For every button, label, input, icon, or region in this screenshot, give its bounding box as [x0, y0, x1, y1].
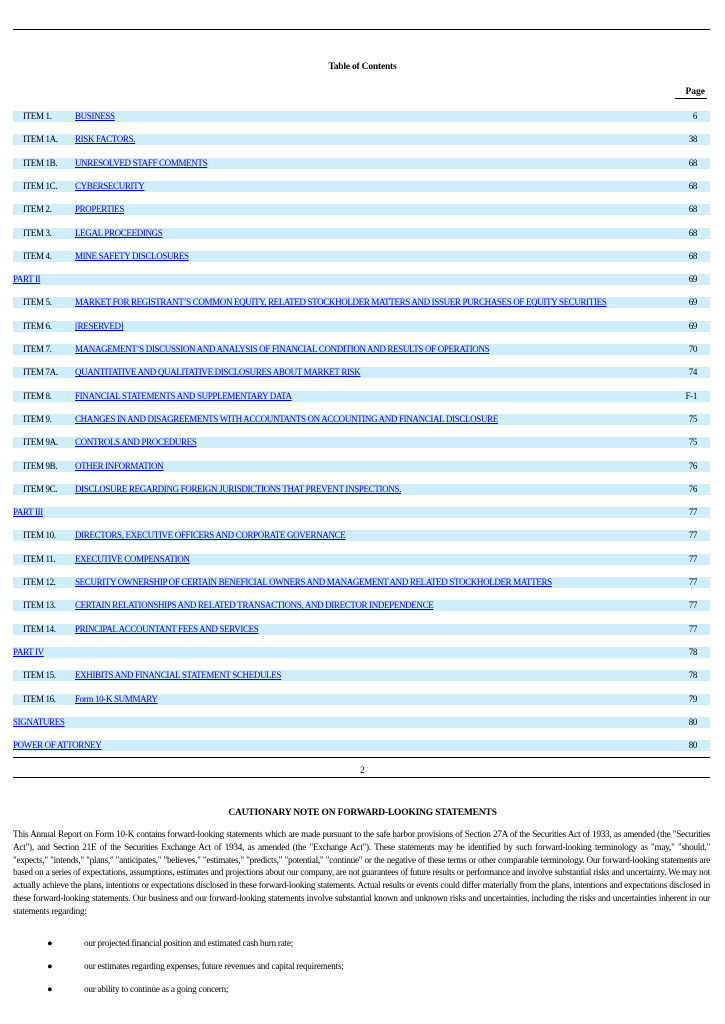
toc-item-number: ITEM 1B.	[23, 158, 58, 168]
toc-item-link[interactable]: MANAGEMENT’S DISCUSSION AND ANALYSIS OF FINANCIAL CONDITION AND RESULTS OF OPERATIONS	[75, 344, 490, 354]
toc-row	[13, 461, 710, 472]
toc-row	[13, 228, 710, 239]
toc-item-link[interactable]: DIRECTORS, EXECUTIVE OFFICERS AND CORPORATE GOVERNANCE	[75, 530, 346, 540]
toc-page-number: 69	[688, 321, 697, 331]
toc-part-row	[13, 647, 710, 658]
toc-item-link[interactable]: SECURITY OWNERSHIP OF CERTAIN BENEFICIAL OWNERS AND MANAGEMENT AND RELATED STOCKHOLDER MATTERS	[75, 577, 552, 587]
toc-row	[13, 158, 710, 169]
toc-page-number: 68	[688, 158, 697, 168]
toc-row	[13, 204, 710, 215]
toc-item-link[interactable]: EXECUTIVE COMPENSATION	[75, 554, 190, 564]
toc-item-link[interactable]: CERTAIN RELATIONSHIPS AND RELATED TRANSACTIONS, AND DIRECTOR INDEPENDENCE	[75, 600, 434, 610]
toc-part-row	[13, 740, 710, 751]
toc-part-link[interactable]: PART II	[13, 274, 41, 284]
toc-item-link[interactable]: LEGAL PROCEEDINGS	[75, 228, 163, 238]
toc-item-number: ITEM 16.	[23, 694, 56, 704]
toc-item-number: ITEM 9C.	[23, 484, 58, 494]
toc-row	[13, 321, 710, 332]
toc-row	[13, 484, 710, 495]
toc-item-number: ITEM 11.	[23, 554, 56, 564]
toc-item-link[interactable]: CHANGES IN AND DISAGREEMENTS WITH ACCOUNTANTS ON ACCOUNTING AND FINANCIAL DISCLOSURE	[75, 414, 498, 424]
toc-item-link[interactable]: OTHER INFORMATION	[75, 461, 164, 471]
toc-page-number: 74	[688, 367, 697, 377]
toc-row	[13, 670, 710, 681]
toc-page-number: 78	[688, 647, 697, 657]
toc-item-number: ITEM 7A.	[23, 367, 58, 377]
toc-page-number: 76	[688, 461, 697, 471]
toc-item-link[interactable]: EXHIBITS AND FINANCIAL STATEMENT SCHEDULES	[75, 670, 282, 680]
page-column-header: Page	[675, 87, 707, 99]
bullet-icon: ●	[47, 961, 53, 971]
toc-item-number: ITEM 5.	[23, 297, 52, 307]
bullet-icon: ●	[47, 984, 53, 994]
toc-item-number: ITEM 6.	[23, 321, 52, 331]
toc-page-number: 69	[688, 274, 697, 284]
toc-row	[13, 414, 710, 425]
toc-item-link[interactable]: FINANCIAL STATEMENTS AND SUPPLEMENTARY DATA	[75, 391, 292, 401]
toc-page-number: 77	[688, 507, 697, 517]
toc-part-row	[13, 717, 710, 728]
toc-page-number: 68	[688, 228, 697, 238]
toc-item-number: ITEM 14.	[23, 624, 56, 634]
toc-part-link[interactable]: PART IV	[13, 647, 44, 657]
toc-part-row	[13, 274, 710, 285]
toc-row	[13, 251, 710, 262]
toc-item-number: ITEM 1A.	[23, 134, 58, 144]
toc-page-number: 80	[688, 717, 697, 727]
page-break-rule	[13, 777, 710, 778]
toc-item-link[interactable]: BUSINESS	[75, 111, 115, 121]
toc-row	[13, 111, 710, 122]
toc-page-number: 79	[688, 694, 697, 704]
toc-page-number: 80	[688, 740, 697, 750]
toc-item-number: ITEM 8.	[23, 391, 52, 401]
toc-row	[13, 297, 710, 308]
toc-item-number: ITEM 9.	[23, 414, 52, 424]
toc-item-link[interactable]: MARKET FOR REGISTRANT’S COMMON EQUITY, RELATED STOCKHOLDER MATTERS AND ISSUER PURCHASES OF EQUITY SECURITIES	[75, 297, 607, 307]
toc-item-number: ITEM 7.	[23, 344, 52, 354]
toc-row	[13, 694, 710, 705]
toc-page-number: 77	[688, 530, 697, 540]
toc-item-link[interactable]: [RESERVED]	[75, 321, 124, 331]
toc-bottom-rule	[13, 757, 710, 758]
toc-item-link[interactable]: QUANTITATIVE AND QUALITATIVE DISCLOSURES ABOUT MARKET RISK	[75, 367, 361, 377]
toc-page-number: 75	[688, 414, 697, 424]
cautionary-paragraph: This Annual Report on Form 10-K contains forward-looking statements which are made pursuant to the safe harbor provisions of Section 27A of the Securities Act of 1933, as amended (the "Securities Act"), and Section 21E of the Securities Exchange Act of 1934, as amended (the "Exchange Act"). These statements may be identified by such forward-looking terminology as "may," "should," "expects," "intends," "plans," "anticipates," "believes," "estimates," "predicts," "potential," "continue" or the negative of these terms or other comparable terminology. Our forward-looking statements are based on a series of expectations, assumptions, estimates and projections about our company, are not guarantees of future results or performance and involve substantial risks and uncertainty. We may not actually achieve the plans, intentions or expectations disclosed in these forward-looking statements. Actual results or events could differ materially from the plans, intentions and expectations disclosed in these forward-looking statements. Our business and our forward-looking statements involve substantial known and unknown risks and uncertainties, including the risks and uncertainties inherent in our statements regarding:	[13, 829, 710, 916]
toc-page-number: 77	[688, 554, 697, 564]
toc-part-link[interactable]: POWER OF ATTORNEY	[13, 740, 102, 750]
toc-item-number: ITEM 12.	[23, 577, 56, 587]
toc-page-number: 68	[688, 181, 697, 191]
toc-item-number: ITEM 9A.	[23, 437, 58, 447]
toc-row	[13, 600, 710, 611]
toc-row	[13, 554, 710, 565]
toc-page-number: 69	[688, 297, 697, 307]
toc-page-number: 77	[688, 624, 697, 634]
toc-item-number: ITEM 2.	[23, 204, 52, 214]
toc-page-number: 68	[688, 251, 697, 261]
bullet-text: our estimates regarding expenses, future revenues and capital requirements;	[84, 961, 344, 971]
toc-page-number: 77	[688, 577, 697, 587]
toc-page-number: 6	[692, 111, 697, 121]
toc-item-number: ITEM 10.	[23, 530, 56, 540]
toc-row	[13, 437, 710, 448]
toc-item-link[interactable]: MINE SAFETY DISCLOSURES	[75, 251, 189, 261]
toc-page-number: 76	[688, 484, 697, 494]
toc-item-number: ITEM 4.	[23, 251, 52, 261]
toc-row	[13, 391, 710, 402]
toc-item-number: ITEM 1.	[23, 111, 52, 121]
toc-item-number: ITEM 13.	[23, 600, 56, 610]
toc-item-number: ITEM 1C.	[23, 181, 58, 191]
toc-item-number: ITEM 9B.	[23, 461, 58, 471]
bullet-icon: ●	[47, 938, 53, 948]
toc-page-number: 78	[688, 670, 697, 680]
toc-part-row	[13, 507, 710, 518]
toc-page-number: 77	[688, 600, 697, 610]
toc-row	[13, 181, 710, 192]
toc-item-link[interactable]: UNRESOLVED STAFF COMMENTS	[75, 158, 208, 168]
bullet-text: our projected financial position and estimated cash burn rate;	[84, 938, 294, 948]
toc-row	[13, 367, 710, 378]
toc-part-link[interactable]: PART III	[13, 507, 43, 517]
toc-page-number: 68	[688, 204, 697, 214]
cautionary-heading: CAUTIONARY NOTE ON FORWARD-LOOKING STATEMENTS	[228, 808, 497, 818]
toc-item-link[interactable]: RISK FACTORS.	[75, 134, 136, 144]
toc-title: Table of Contents	[328, 62, 397, 72]
toc-page-number: 38	[688, 134, 697, 144]
top-rule	[13, 29, 710, 30]
toc-item-link[interactable]: Form 10-K SUMMARY	[75, 694, 158, 704]
toc-row	[13, 624, 710, 635]
toc-part-link[interactable]: SIGNATURES	[13, 717, 65, 727]
toc-item-link[interactable]: PRINCIPAL ACCOUNTANT FEES AND SERVICES	[75, 624, 259, 634]
toc-item-link[interactable]: CYBERSECURITY	[75, 181, 145, 191]
toc-row	[13, 344, 710, 355]
toc-item-number: ITEM 3.	[23, 228, 52, 238]
page-number: 2	[360, 766, 365, 776]
toc-page-number: F-1	[685, 391, 697, 401]
toc-row	[13, 577, 710, 588]
toc-item-link[interactable]: PROPERTIES	[75, 204, 124, 214]
toc-page-number: 75	[688, 437, 697, 447]
toc-row	[13, 530, 710, 541]
toc-item-number: ITEM 15.	[23, 670, 56, 680]
toc-item-link[interactable]: DISCLOSURE REGARDING FOREIGN JURISDICTIONS THAT PREVENT INSPECTIONS.	[75, 484, 401, 494]
toc-item-link[interactable]: CONTROLS AND PROCEDURES	[75, 437, 197, 447]
bullet-text: our ability to continue as a going concern;	[84, 984, 229, 994]
toc-page-number: 70	[688, 344, 697, 354]
toc-row	[13, 134, 710, 145]
